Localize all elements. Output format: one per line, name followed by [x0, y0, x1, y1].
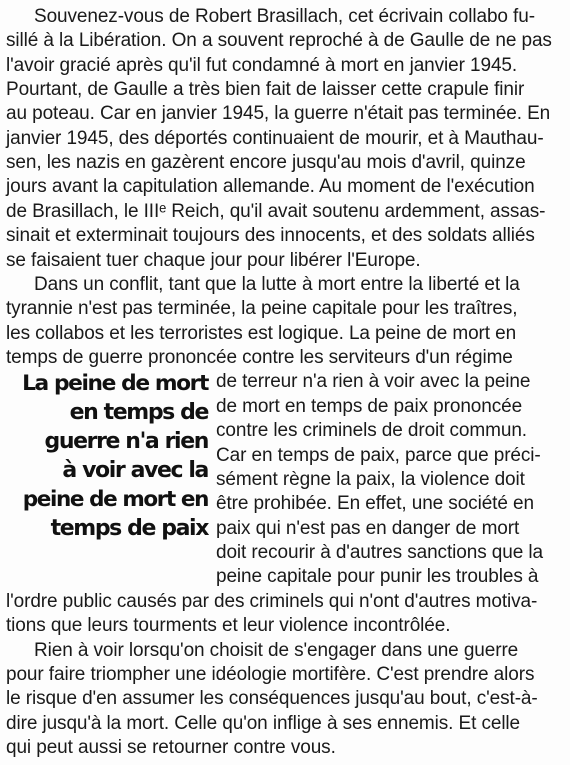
article-line: l'avoir gracié après qu'il fut condamné à mort en janvier 1945. [6, 55, 518, 76]
pull-quote-line: temps de paix [50, 516, 208, 541]
article-line: se faisaient tuer chaque jour pour libérer l'Europe. [6, 250, 421, 271]
article-line: Souvenez-vous de Robert Brasillach, cet écrivain collabo fu- [34, 6, 535, 27]
article-line: être prohibée. En effet, une société en [216, 493, 534, 514]
article-line: tions que leurs tourments et leur violence incontrôlée. [6, 615, 451, 636]
article-line: peine capitale pour punir les troubles à [216, 566, 539, 587]
pull-quote-line: La peine de mort [22, 371, 208, 396]
article-line: de Brasillach, le IIIᵉ Reich, qu'il avait soutenu ardemment, assas- [6, 201, 546, 222]
pull-quote-line: guerre n'a rien [44, 429, 208, 454]
article-line: tyrannie n'est pas terminée, la peine capitale pour les traîtres, [6, 298, 518, 319]
article-line: au poteau. Car en janvier 1945, la guerre n'était pas terminée. En [6, 103, 551, 124]
article-line: contre les criminels de droit commun. [216, 420, 527, 441]
article-line: sen, les nazis en gazèrent encore jusqu'au mois d'avril, quinze [6, 152, 526, 173]
article-line: jours avant la capitulation allemande. Au moment de l'exécution [6, 176, 535, 197]
article-line: sément règne la paix, la violence doit [216, 469, 525, 490]
article-line: l'ordre public causés par des criminels qui n'ont d'autres motiva- [6, 591, 538, 612]
article-line: le risque d'en assumer les conséquences jusqu'au bout, c'est-à- [6, 688, 538, 709]
article-line: doit recourir à d'autres sanctions que la [216, 542, 543, 563]
pull-quote-line: en temps de [69, 400, 208, 425]
article-line: janvier 1945, des déportés continuaient de mourir, et à Mauthau- [6, 128, 544, 149]
article-line: qui peut aussi se retourner contre vous. [6, 737, 336, 758]
article-line: sinait et exterminait toujours des innocents, et des soldats alliés [6, 225, 535, 246]
pull-quote-line: à voir avec la [62, 458, 208, 483]
pull-quote-line: peine de mort en [22, 487, 208, 512]
article-line: pour faire triompher une idéologie mortifère. C'est prendre alors [6, 664, 535, 685]
article-line: dire jusqu'à la mort. Celle qu'on inflige à ses ennemis. Et celle [6, 713, 521, 734]
article-line: Rien à voir lorsqu'on choisit de s'engager dans une guerre [34, 640, 519, 661]
article-line: Pourtant, de Gaulle a très bien fait de laisser cette crapule finir [6, 79, 525, 100]
article-line: Car en temps de paix, parce que préci- [216, 445, 541, 466]
article-line: Dans un conflit, tant que la lutte à mort entre la liberté et la [34, 274, 520, 295]
article-line: sillé à la Libération. On a souvent reproché à de Gaulle de ne pas [6, 30, 552, 51]
article-line: paix qui n'est pas en danger de mort [216, 518, 520, 539]
article-line: de mort en temps de paix prononcée [216, 396, 523, 417]
article-line: temps de guerre prononcée contre les serviteurs d'un régime [6, 347, 513, 368]
article-line: de terreur n'a rien à voir avec la peine [216, 371, 531, 392]
article-line: les collabos et les terroristes est logique. La peine de mort en [6, 323, 517, 344]
